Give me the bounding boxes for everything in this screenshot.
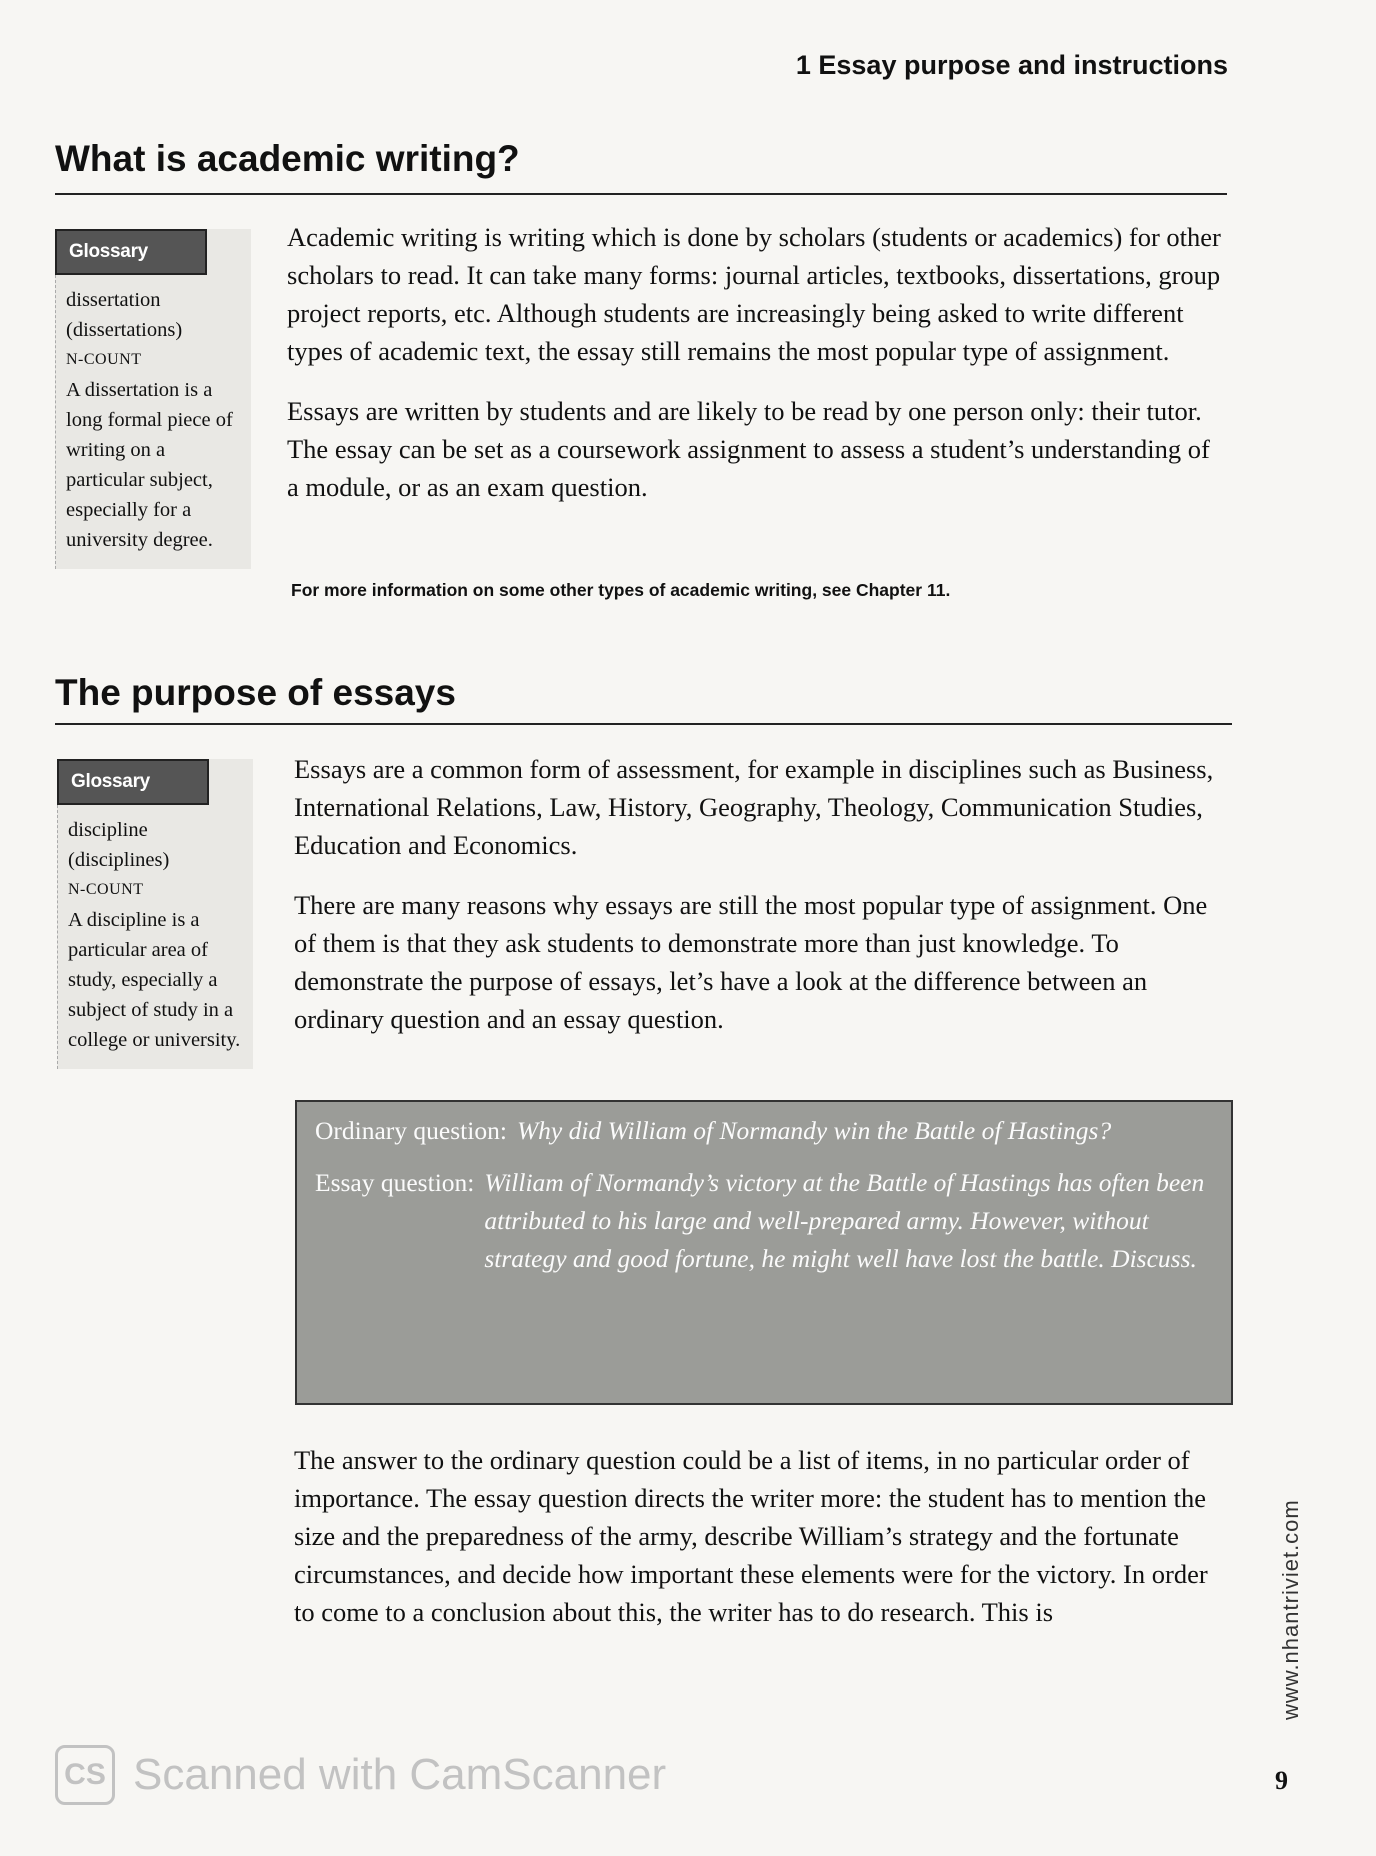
page-number: 9 [1275, 1766, 1288, 1795]
section-body [287, 218, 1227, 528]
section-rule [55, 723, 1232, 725]
glossary-plural: (dissertations) [66, 319, 183, 341]
side-url: www.nhantriviet.com [1278, 1499, 1303, 1720]
ordinary-question [315, 1112, 1213, 1150]
glossary-heading: Glossary [55, 229, 207, 275]
glossary-term: discipline [68, 819, 148, 841]
section-title-academic-writing: What is academic writing? [55, 138, 520, 179]
scanner-watermark-text: Scanned with CamScanner [133, 1750, 667, 1799]
glossary-part-of-speech: N-COUNT [66, 351, 142, 368]
essay-question [315, 1164, 1213, 1278]
essay-question-label: Essay question: [315, 1168, 475, 1197]
ordinary-question-text: Why did William of Normandy win the Battle of Hastings? [516, 1116, 1112, 1145]
running-head: 1 Essay purpose and instructions [795, 50, 1228, 80]
glossary-definition: A discipline is a particular area of study, especially a subject of study in a college or university. [68, 909, 241, 1051]
paragraph: Academic writing is writing which is done by scholars (students or academics) for other scholars to read. It can take many forms: journal articles, textbooks, dissertations, group project reports, etc. Although students are increasingly being asked to write different types of academic text, the essay still remains the most popular type of assignment. [287, 222, 1221, 366]
paragraph: Essays are a common form of assessment, for example in disciplines such as Business, International Relations, Law, History, Geography, Theology, Communication Studies, Education and Economics. [294, 754, 1214, 860]
question-comparison-box [295, 1100, 1233, 1405]
section-body-continued [294, 1441, 1224, 1653]
paragraph: Essays are written by students and are likely to be read by one person only: their tutor. The essay can be set as a coursework assignment to assess a student’s understanding of a module, or as an exam question. [287, 396, 1210, 502]
glossary-box [57, 759, 253, 1069]
glossary-entry [55, 275, 251, 569]
cross-reference-note: For more information on some other types of academic writing, see Chapter 11. [291, 580, 951, 600]
glossary-heading: Glossary [57, 759, 209, 805]
glossary-definition: A dissertation is a long formal piece of writing on a particular subject, especially for a university degree. [66, 379, 233, 551]
scanner-watermark [55, 1745, 666, 1805]
glossary-part-of-speech: N-COUNT [68, 881, 144, 898]
section-body [294, 750, 1234, 1060]
ordinary-question-label: Ordinary question: [315, 1116, 507, 1145]
glossary-entry [57, 805, 253, 1069]
glossary-box [55, 229, 251, 569]
glossary-plural: (disciplines) [68, 849, 170, 871]
essay-question-text: William of Normandy’s victory at the Battle of Hastings has often been attributed to his large and well-prepared army. However, without strategy and good fortune, he might well have lost the battle. Discuss. [484, 1168, 1205, 1273]
section-title-purpose-of-essays: The purpose of essays [55, 672, 456, 713]
paragraph: There are many reasons why essays are still the most popular type of assignment. One of them is that they ask students to demonstrate more than just knowledge. To demonstrate the purpose of essays, let’s have a look at the difference between an ordinary question and an essay question. [294, 890, 1208, 1034]
paragraph: The answer to the ordinary question could be a list of items, in no particular order of importance. The essay question directs the writer more: the student has to mention the size and the preparedness of the army, describe William’s strategy and the fortunate circumstances, and decide how important these elements were for the victory. In order to come to a conclusion about this, the writer has to do research. This is [294, 1445, 1208, 1627]
glossary-term: dissertation [66, 289, 161, 311]
camscanner-logo-icon: CS [55, 1745, 115, 1805]
section-rule [55, 193, 1227, 195]
